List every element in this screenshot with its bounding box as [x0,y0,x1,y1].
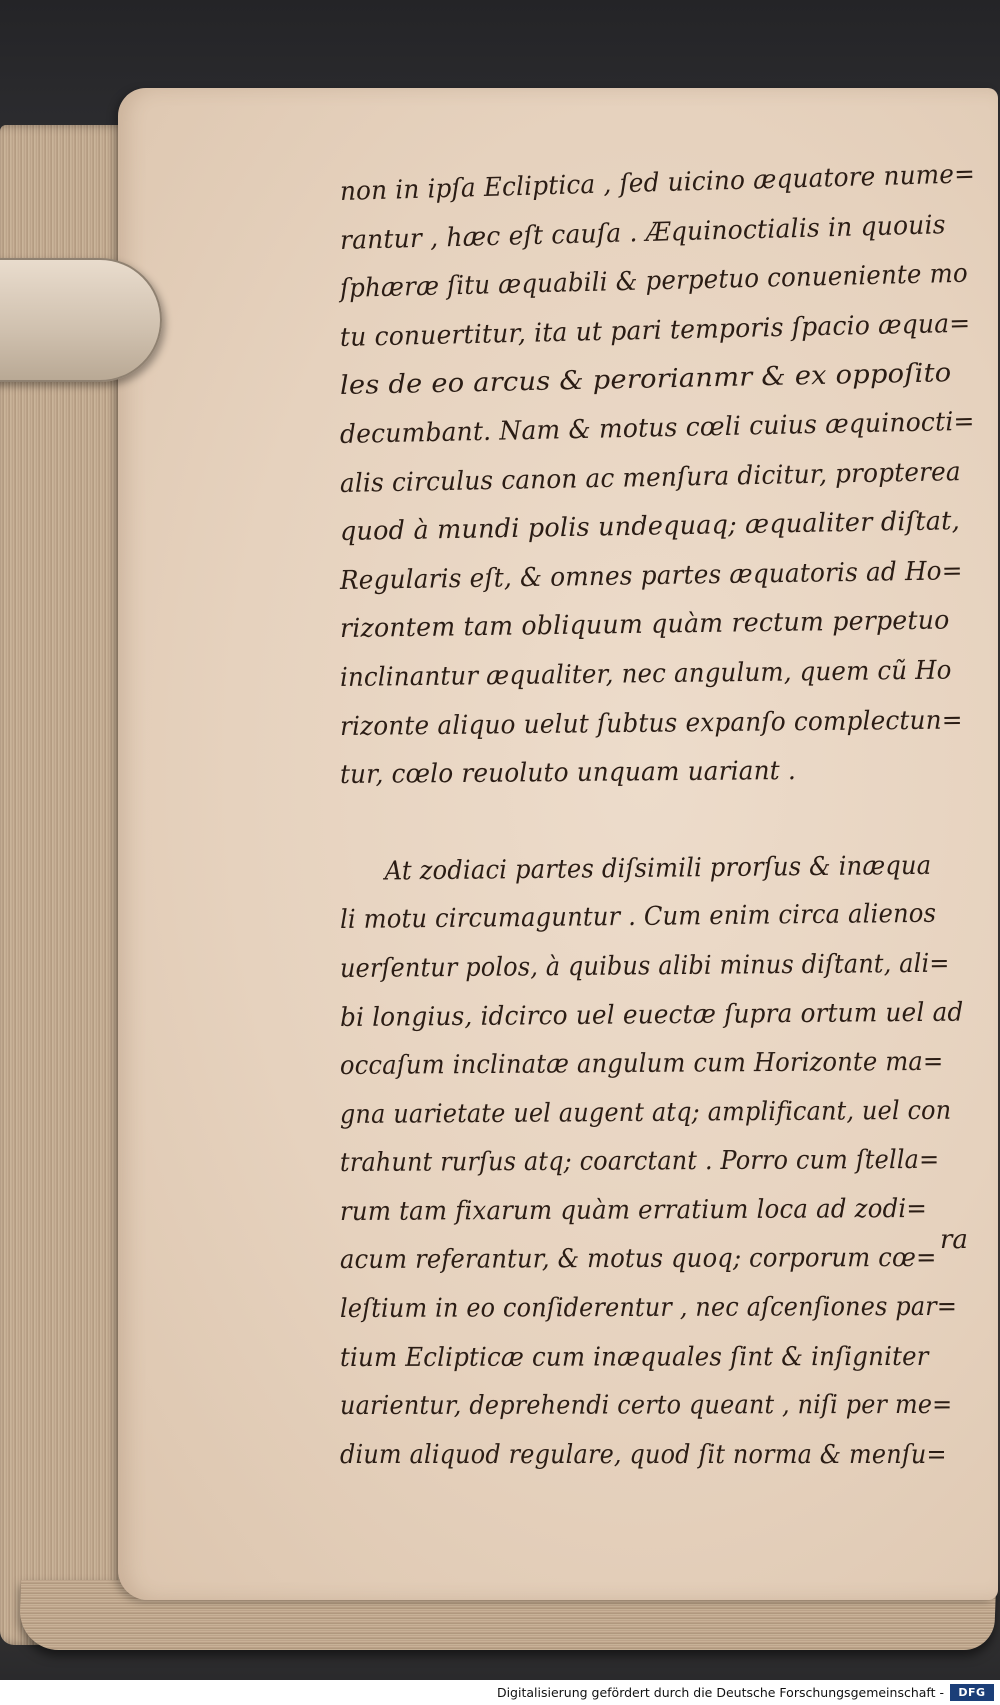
text-line: rantur , hæc eſt cauſa . Æquinoctialis in quouis [339,209,947,256]
text-line: quod à mundi polis undequaq; æqualiter diſtat, [339,506,961,548]
text-line: les de eo arcus & perorianmr & ex oppoſito [339,358,952,402]
text-line: ſphæræ ſitu æquabili & perpetuo conueniente mo [339,258,969,305]
text-line: uarientur, deprehendi certo queant , niſi per me= [339,1390,953,1422]
page-text [339,159,980,1479]
text-line: non in ipſa Ecliptica , ſed uicino æquatore nume= [339,159,976,207]
text-line: Regularis eſt, & omnes partes æquatoris ad Ho= [339,555,963,596]
text-line: tu conuertitur, ita ut pari temporis ſpacio æqua= [339,308,971,353]
text-line: rizontem tam obliquum quàm rectum perpetuo [339,605,950,645]
paragraph-2 [340,848,980,1480]
text-line: dium aliquod regulare, quod ſit norma & menſu= [340,1439,947,1470]
text-line: trahunt rurſus atq; coarctant . Porro cum ſtella= [339,1145,940,1179]
text-line: inclinantur æqualiter, nec angulum, quem cũ Ho [339,655,952,693]
text-line: rizonte aliquo uelut ſubtus expanſo complectun= [339,705,963,742]
text-line: uerſentur polos, à quibus alibi minus diſtant, ali= [339,948,950,984]
text-line: bi longius, idcirco uel euectæ ſupra ortum uel ad [339,997,964,1033]
text-line: decumbant. Nam & motus cœli cuius æquinocti= [339,406,975,450]
text-line: tur, cœlo reuoluto unquam uariant . [339,756,797,791]
text-line: At zodiaci partes diſsimili prorſus & inæqua [384,850,932,887]
text-line: gna uarietate uel augent atq; amplificant, uel con [339,1095,952,1130]
bookmark-tab [0,258,162,382]
text-line: rum tam fixarum quàm erratium loca ad zodi= [339,1193,928,1227]
text-line: occaſum inclinatæ angulum cum Horizonte ma= [339,1046,944,1082]
funding-credit: Digitalisierung gefördert durch die Deutsche Forschungsgemeinschaft - [496,1685,944,1700]
paragraph-spacer [340,800,980,848]
text-line: li motu circumaguntur . Cum enim circa alienos [339,899,937,936]
paragraph-1 [339,159,980,800]
catchword: ra [940,1225,968,1255]
text-line: leſtium in eo conſiderentur , nec aſcenſiones par= [339,1291,958,1325]
text-line: acum referantur, & motus quoq; corporum cœ= [339,1243,937,1276]
dfg-logo-icon: DFG [950,1684,994,1701]
text-line: tium Eclipticæ cum inæquales ſint & inſigniter [339,1341,929,1373]
text-line: alis circulus canon ac menſura dicitur, propterea [339,456,962,499]
